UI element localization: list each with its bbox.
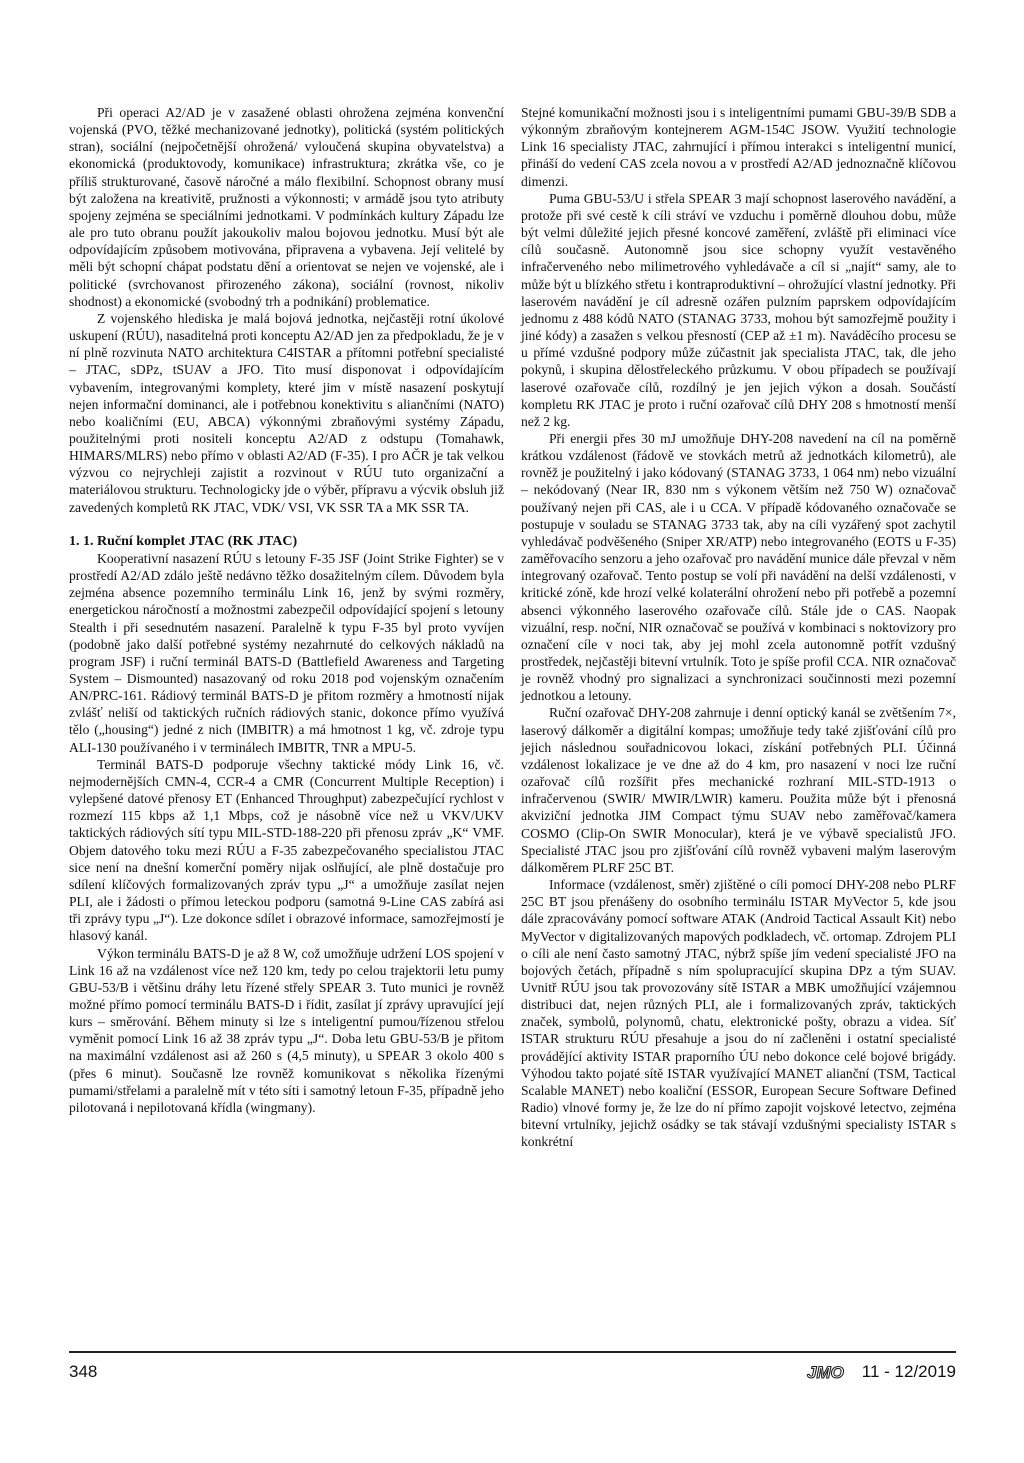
paragraph: Puma GBU-53/U i střela SPEAR 3 mají schopnost laserového navádění, a protože při své cestě k cíli stráví ve vzduchu i poměrně dlouhou dobu, může být velmi důležité jejich přesné koncové zaměření, zvláště při eliminaci více cílů současně. Autonomně jsou sice schopny využít vestavěného infračerveného nebo milimetrového vyhledávače a cíl si „najít“ samy, ale to může být u blízkého střetu i kontraproduktivní – ohrožující vlastní jednotky. Při laserovém navádění je cíl adresně ozářen pulzním paprskem odpovídajícím jednomu z 488 kódů NATO (STANAG 3733, mohou být samozřejmě použity i jiné kódy) a zasažen s velkou přesností (CEP až ±1 m). Naváděcího procesu se u přímé vzdušné podpory může zúčastnit jak specialista JTAC, tak, dle jeho pokynů, i skupina dělostřeleckého průzkumu. V obou případech se používají laserové ozařovače cílů, rozdílný je jen jejich výkon a dosah. Součástí kompletu RK JTAC je proto i ruční ozařovač cílů DHY 208 s hmotností menší než 2 kg. <box>521 190 956 429</box>
paragraph: Výkon terminálu BATS-D je až 8 W, což umožňuje udržení LOS spojení v Link 16 až na vzdálenost více než 120 km, tedy po celou trajektorii letu pumy GBU-53/B i většinu dráhy letu řízené střely SPEAR 3. Tuto munici je rovněž možné přímo pomocí terminálu BATS-D i řídit, zasílat jí zprávy upravující její kurs – směrování. Během minuty si lze s inteligentní pumou/řízenou střelou vyměnit pomocí Link 16 až 38 zpráv typu „J“. Doba letu GBU-53/B je přitom na maximální vzdálenost asi až 260 s (4,5 minuty), u SPEAR 3 okolo 400 s (přes 6 minut). Současně lze rovněž komunikovat s několika řízenými pumami/střelami a paralelně mít v této síti i samotný letoun F-35, případně jeho pilotovaná i nepilotovaná křídla (wingmany). <box>69 945 504 1115</box>
svg-text:JMO: JMO <box>806 1363 844 1382</box>
footer-rule <box>69 1351 956 1353</box>
paragraph: Kooperativní nasazení RÚU s letouny F-35 JSF (Joint Strike Fighter) se v prostředí A2/AD zdálo ještě nedávno těžko dosažitelným cílem. Důvodem byla zejména absence pozemního terminálu Link 16, jenž by svými rozměry, energetickou náročností a možnostmi zabezpečil odpovídající spojení s letouny Stealth i při sesednutém nasazení. Paralelně k typu F-35 byl proto vyvíjen (podobně jako další potřebné systémy nezahrnuté do celkových nákladů na program JSF) i ruční terminál BATS-D (Battlefield Awareness and Targeting System – Dismounted) nasazovaný od roku 2018 pod vojenským označením AN/PRC-161. Rádiový terminál BATS-D je přitom rozměry a hmotností nijak zvlášť neliší od taktických ručních rádiových stanic, dokonce přímo využívá tělo („housing“) jedné z nich (IMBITR) a má hmotnost 1 kg, vč. zdroje typu ALI-130 používaného i v terminálech IMBITR, TNR a MPU-5. <box>69 550 504 755</box>
paragraph: Terminál BATS-D podporuje všechny taktické módy Link 16, vč. nejmodernějších CMN-4, CCR-4 a CMR (Concurrent Multiple Reception) i vylepšené datové přenosy ET (Enhanced Throughput) zabezpečující rychlost v rozmezí 115 kbps až 1,1 Mbps, což je násobně více než u VKV/UKV taktických rádiových sítí typu MIL-STD-188-220 při přenosu zpráv „K“ VMF. Objem datového toku mezi RÚU a F-35 zabezpečovaného specialistou JTAC sice není na dnešní komerční poměry nijak oslňující, ale plně dostačuje pro sdílení klíčových formalizovaných zpráv typu „J“ a umožňuje zasílat nejen PLI, ale i žádosti o přímou leteckou podporu (samotná 9-Line CAS zabírá asi tři zprávy typu „J“). Lze dokonce sdílet i obrazové informace, samozřejmostí je hlasový kanál. <box>69 756 504 944</box>
paragraph: Z vojenského hlediska je malá bojová jednotka, nejčastěji rotní úkolové uskupení (RÚU), nasaditelná proti konceptu A2/AD jen za předpokladu, že je v ní plně rozvinuta NATO architektura C4ISTAR a přítomni potřební specialisté – JTAC, sDPz, tSUAV a JFO. Tito musí disponovat i odpovídajícím vybavením, integrovanými komplety, které jim v místě nasazení poskytují nejen informační dominanci, ale i potřebnou konektivitu s aliančními (NATO) nebo koaličními (EU, ABCA) výkonnými zbraňovými systémy Západu, použitelnými proti nositeli konceptu A2/AD z odstupu (Tomahawk, HIMARS/MLRS) nebo přímo v oblasti A2/AD (F-35). I pro AČR je tak velkou výzvou co nejrychleji zajistit a rozvinout v RÚU tuto organizační a materiálovou strukturu. Technologicky jde o výběr, přípravu a výcvik obsluh již zavedených kompletů RK JTAC, VDK/ VSI, VK SSR TA a MK SSR TA. <box>69 310 504 515</box>
section-heading: 1. 1. Ruční komplet JTAC (RK JTAC) <box>69 533 298 549</box>
paragraph: Stejné komunikační možnosti jsou i s inteligentními pumami GBU-39/B SDB a výkonným zbraňovým kontejnerem AGM-154C JSOW. Využití technologie Link 16 specialisty JTAC, zahrnující i přímou interakci s inteligentní municí, přináší do vedení CAS zcela novou a v prostředí A2/AD jednoznačně klíčovou dimenzi. <box>521 105 956 189</box>
page-number: 348 <box>69 1362 98 1381</box>
paragraph: Ruční ozařovač DHY-208 zahrnuje i denní optický kanál se zvětšením 7×, laserový dálkoměr a digitální kompas; umožňuje tedy také zjišťování cílů pro jejich následnou souřadnicovou lokaci, získání potřebných PLI. Účinná vzdálenost lokalizace je ve dne až do 4 km, pro nasazení v noci lze ruční ozařovač cílů rozšířit přes mechanické rozhraní MIL-STD-1913 o infračervenou (SWIR/ MWIR/LWIR) kameru. Použita může být i přenosná akviziční jednotka JIM Compact týmu SUAV nebo zaměřovač/kamera COSMO (Clip-On SWIR Monocular), která je ve výbavě specialistů JFO. Specialisté JTAC jsou pro zjišťování cílů rovněž vybaveni malým laserovým dálkoměrem PLRF 25C BT. <box>521 705 956 875</box>
issue-date: 11 - 12/2019 <box>861 1362 956 1381</box>
paragraph: Informace (vzdálenost, směr) zjištěné o cíli pomocí DHY-208 nebo PLRF 25C BT jsou přenášeny do osobního terminálu ISTAR MyVector 5, kde jsou dále zpracovávány pomocí software ATAK (Android Tactical Assault Kit) nebo MyVector v digitalizovaných mapových podkladech, vč. ortomap. Zdrojem PLI o cíli ale není často samotný JTAC, nýbrž spíše jím vedení specialisté JFO na bojových četách, případně s ním spolupracující skupina DPz a tým SUAV. Uvnitř RÚU jsou tak provozovány sítě ISTAR a MBK umožňující vzájemnou distribuci dat, nejen různých PLI, ale i formalizovaných zpráv, taktických značek, symbolů, polynomů, chatu, elektronické pošty, obrazu a videa. Síť ISTAR strukturu RÚU přesahuje a jsou do ní začleněni i ostatní specialisté provádějící aktivity ISTAR praporního ÚU nebo dokonce celé bojové brigády. Výhodou takto pojaté sítě ISTAR využívající MANET alianční (TSM, Tactical Scalable MANET) nebo koaliční (ESSOR, European Secure Software Defined Radio) vlnové formy je, že lze do ní přímo zapojit vojskové letectvo, zejména bitevní vrtulníky, jejichž osádky se tak stávají vzdušnými specialisty ISTAR s konkrétní <box>521 877 956 1150</box>
footer-right <box>806 1362 956 1382</box>
left-column <box>69 104 504 1116</box>
paragraph: Při operaci A2/AD je v zasažené oblasti ohrožena zejména konvenční vojenská (PVO, těžké mechanizované jednotky), politická (systém politických stran), sociální (nejpočetnější ohrožená/ vyloučená skupina obyvatelstva) a ekonomická (produktovody, komunikace) infrastruktura; zkrátka vše, co je příliš strukturované, časově náročné a málo flexibilní. Schopnost obrany musí být založena na kreativitě, pružnosti a výkonnosti; v armádě jsou tyto atributy spojeny zejména se speciálními jednotkami. V podmínkách kultury Západu lze ale pro tuto obranu použít jakoukoliv malou bojovou jednotku. Musí být ale odpovídajícím způsobem motivována, připravena a vybavena. Její velitelé by měli být schopní chápat podstatu dění a orientovat se nejen ve vojenské, ale i politické (svrchovanost přirozeného zákona), sociální (rovnost, nikoliv shodnost) a ekonomické (svobodný trh a podnikání) problematice. <box>69 105 504 309</box>
jmo-logo-icon <box>806 1362 850 1382</box>
right-column <box>521 104 956 1151</box>
paragraph: Při energii přes 30 mJ umožňuje DHY-208 navedení na cíl na poměrně krátkou vzdálenost (řádově ve stovkách metrů až jednotkách kilometrů), ale rovněž je použitelný i jako kódovaný (STANAG 3733, 1 064 nm) nebo vizuální – nekódovaný (Near IR, 830 nm s výkonem větším než 750 W) označovač používaný nejen při CAS, ale i u CCA. V případě kódovaného označovače se postupuje v souladu se STANAG 3733 tak, aby na cíli vyzářený spot zachytil vyhledávač podvěšeného (Sniper XR/ATP) nebo integrovaného (EOTS u F-35) zaměřovacího senzoru a jeho ozařovač pro navádění munice dále převzal v něm integrovaný ozařovač. Tento postup se volí při navádění na delší vzdálenosti, v kritické zóně, kde hrozí velké kolaterální ohrožení nebo při potřebě a pozemní absenci výkonného laserového ozařovače cílů. Stále jde o CAS. Naopak vizuální, resp. noční, NIR označovač se používá v kombinaci s noktovizory pro označení cíle v noci tak, aby jej mohl zcela autonomně potřít vzdušný prostředek, nejčastěji bitevní vrtulník. Toto je spíše profil CCA. NIR označovač je rovněž vhodný pro signalizaci a synchronizaci součinnosti mezi pozemní jednotkou a letouny. <box>521 430 956 704</box>
